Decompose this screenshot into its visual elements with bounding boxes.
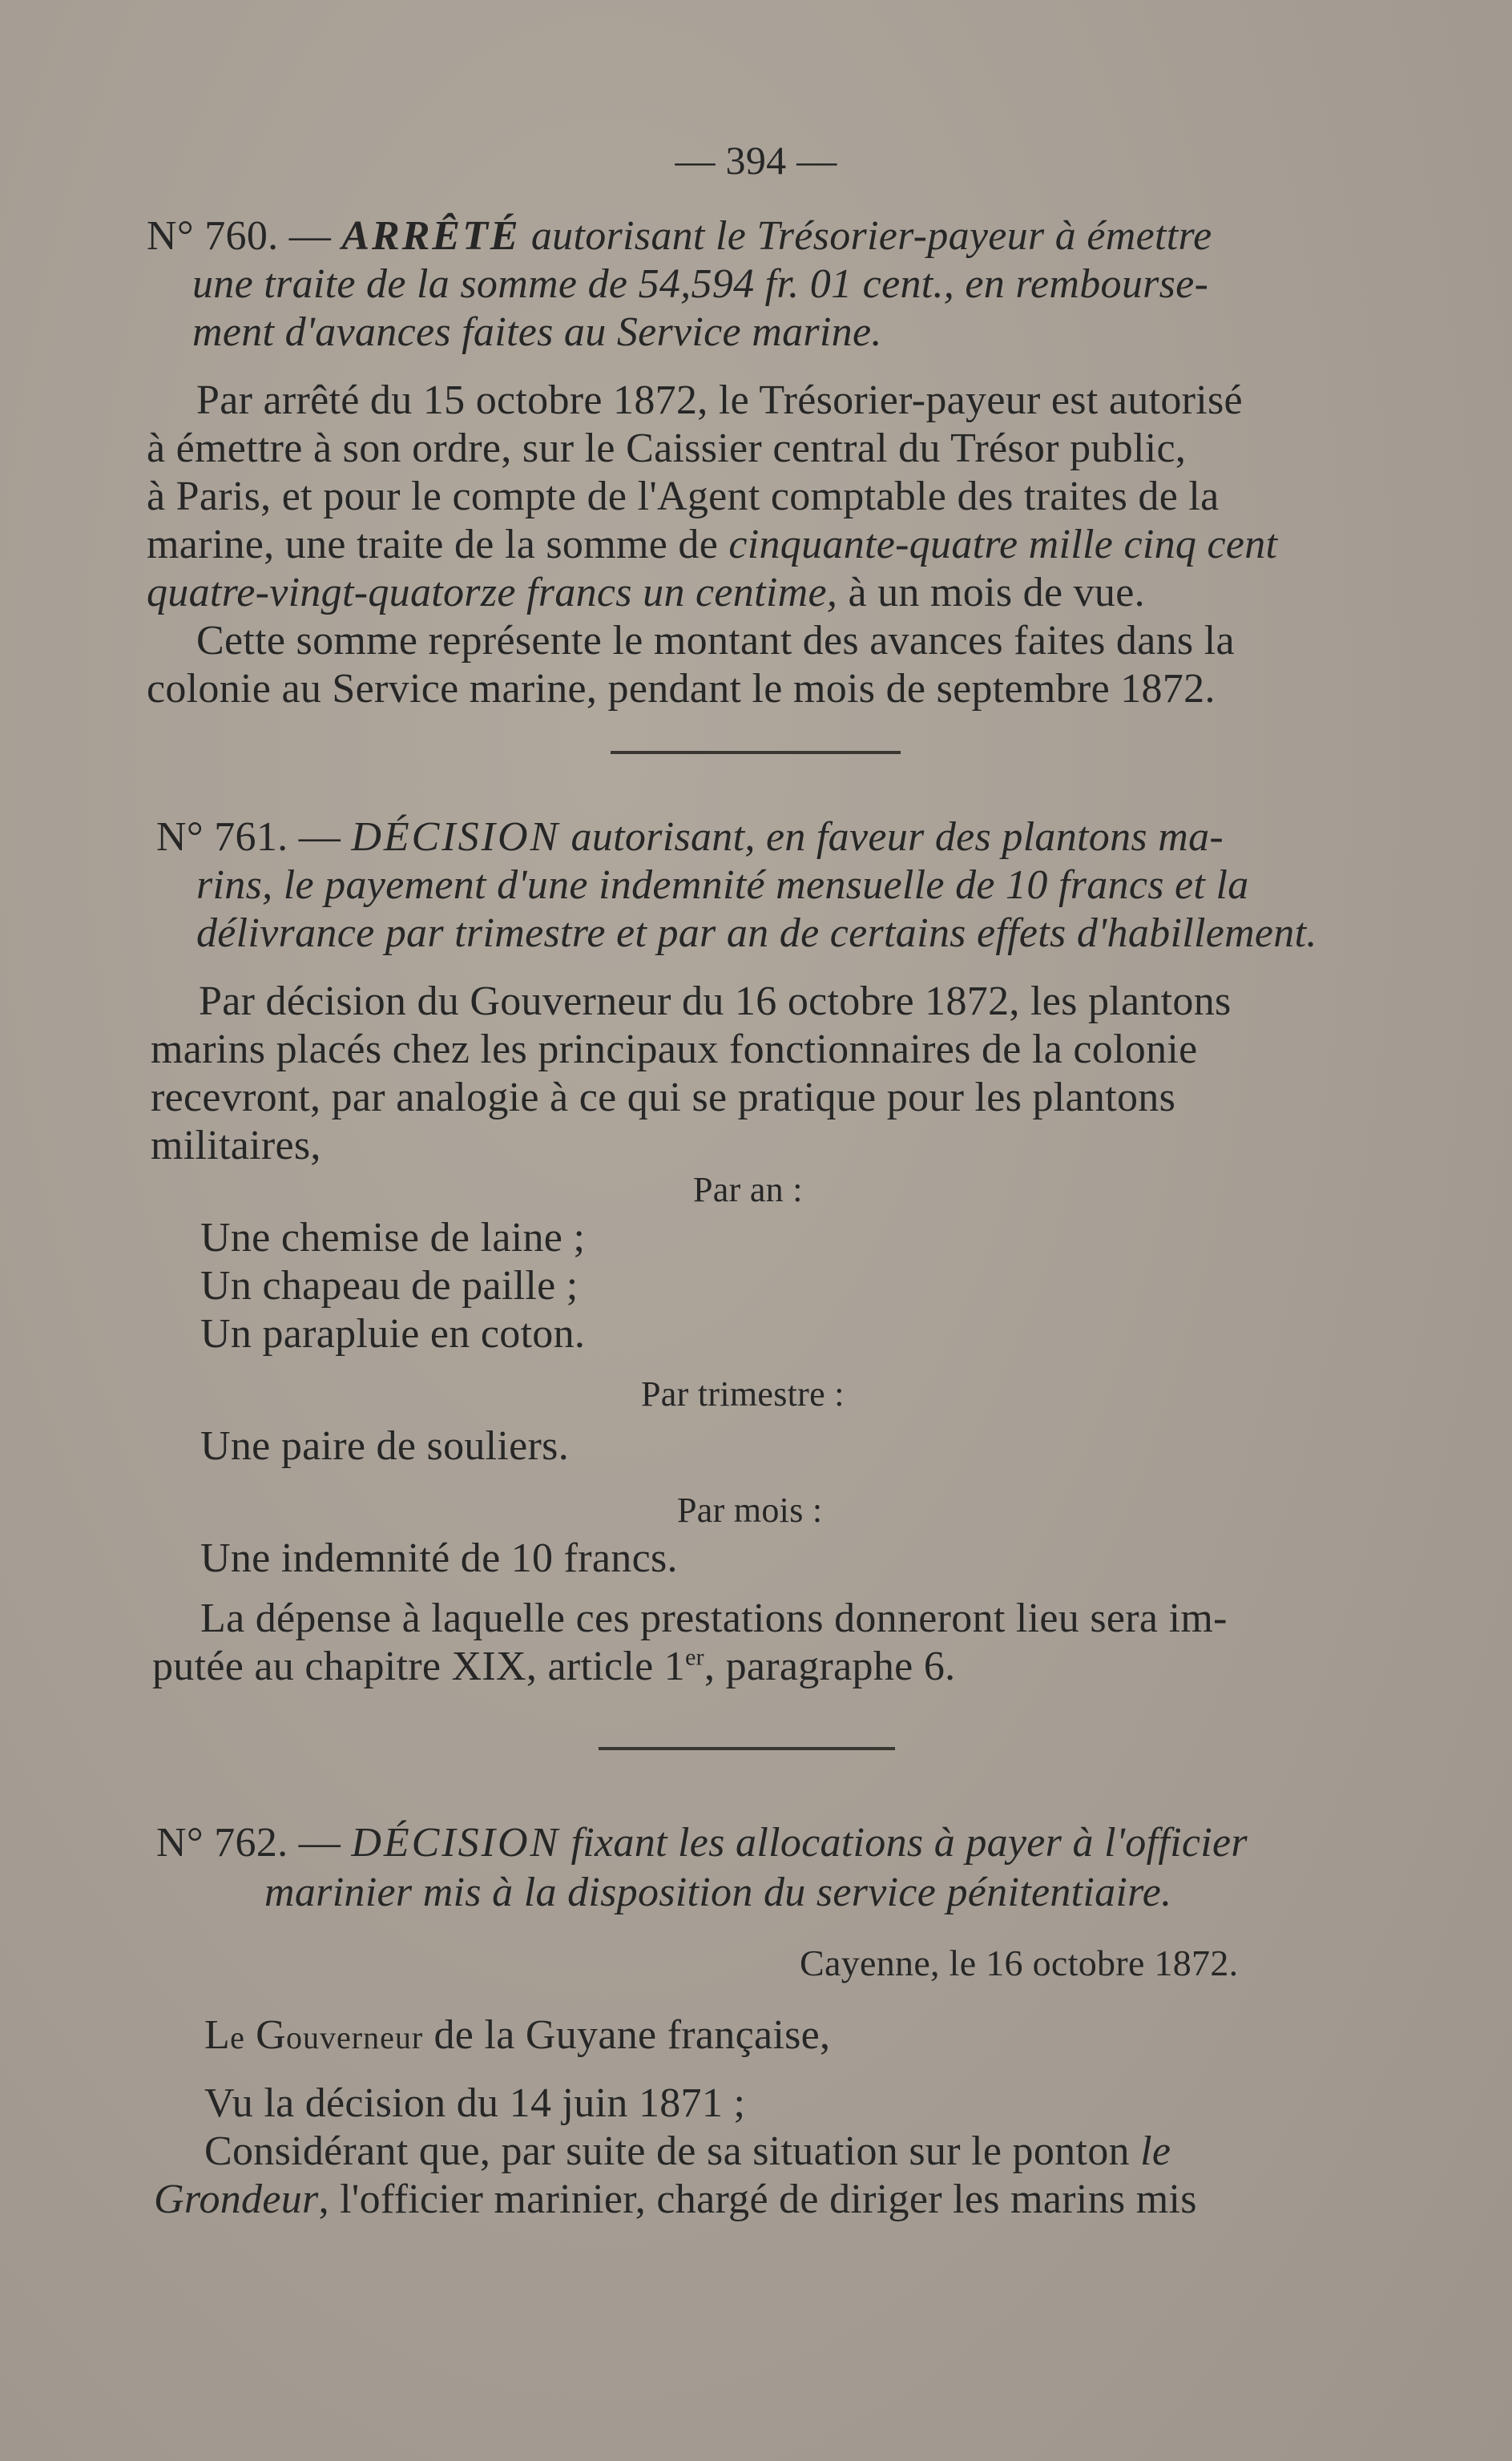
text-run: , l'officier marinier, chargé de diriger les marins mis — [318, 2177, 1197, 2222]
heading-text: autorisant le Trésorier-payeur à émettre — [520, 213, 1212, 259]
list-item: Un parapluie en coton. — [200, 1311, 586, 1357]
governor-line — [204, 2011, 830, 2062]
text-run: marine, une traite de la somme de — [147, 522, 729, 567]
ship-name: Grondeur — [154, 2177, 319, 2222]
paragraph-line: Cette somme représente le montant des avances faites dans la — [196, 618, 1235, 664]
heading-762-line-1 — [156, 1819, 1248, 1867]
heading-761-line-2: rins, le payement d'une indemnité mensuelle de 10 francs et la — [196, 862, 1249, 908]
text-run: de la Guyane française, — [423, 2012, 831, 2058]
text-run: putée au chapitre XIX, article 1 — [152, 1644, 686, 1689]
paragraph-line: à Paris, et pour le compte de l'Agent comptable des traites de la — [147, 474, 1220, 519]
dateline: Cayenne, le 16 octobre 1872. — [800, 1943, 1239, 1983]
paragraph-line — [152, 1643, 955, 1691]
heading-760-line-3: ment d'avances faites au Service marine. — [192, 309, 882, 355]
paragraph-line: colonie au Service marine, pendant le mois de septembre 1872. — [147, 666, 1216, 712]
heading-762-line-2: marinier mis à la disposition du service pénitentiaire. — [264, 1870, 1172, 1915]
heading-text: autorisant, en faveur des plantons ma- — [560, 814, 1224, 860]
heading-text: fixant les allocations à payer à l'officier — [560, 1820, 1248, 1866]
list-item: Une indemnité de 10 francs. — [200, 1535, 678, 1581]
small-caps-initial: L — [204, 2012, 231, 2058]
paragraph-line: Par décision du Gouverneur du 16 octobre 1872, les plantons — [199, 978, 1232, 1024]
heading-title: ARRÊTÉ — [341, 213, 521, 259]
section-divider — [599, 1747, 895, 1750]
small-caps-rest: e — [230, 2019, 245, 2056]
sub-heading-per-quarter: Par trimestre : — [641, 1374, 845, 1414]
sub-heading-per-year: Par an : — [693, 1170, 803, 1209]
paragraph-line: Par arrêté du 15 octobre 1872, le Trésorier-payeur est autorisé — [196, 377, 1243, 423]
small-caps-rest: ouverneur — [286, 2019, 424, 2056]
heading-760-line-2: une traite de la somme de 54,594 fr. 01 cent., en rembourse- — [192, 261, 1209, 307]
small-caps-initial: G — [256, 2012, 287, 2058]
text-run: à un mois de vue. — [837, 570, 1145, 615]
paragraph-line: Vu la décision du 14 juin 1871 ; — [204, 2080, 746, 2126]
text-run: Considérant que, par suite de sa situation sur le ponton — [204, 2128, 1141, 2174]
amount-in-words: quatre-vingt-quatorze francs un centime, — [147, 570, 838, 615]
heading-number: N° 761. — — [156, 814, 352, 860]
ship-name-prefix: le — [1140, 2128, 1171, 2174]
paragraph-line: militaires, — [151, 1123, 321, 1168]
heading-760-line-1 — [147, 212, 1212, 260]
paragraph-line — [154, 2176, 1197, 2224]
list-item: Une paire de souliers. — [200, 1423, 570, 1469]
section-divider — [611, 751, 901, 754]
heading-title: DÉCISION — [351, 1820, 561, 1866]
text-run: , paragraphe 6. — [704, 1644, 956, 1689]
paragraph-line: marins placés chez les principaux fonctionnaires de la colonie — [151, 1027, 1198, 1072]
amount-in-words: cinquante-quatre mille cinq cent — [728, 522, 1278, 567]
heading-title: DÉCISION — [351, 814, 561, 860]
list-item: Un chapeau de paille ; — [200, 1263, 579, 1309]
superscript: er — [685, 1644, 704, 1671]
paragraph-line: recevront, par analogie à ce qui se pratique pour les plantons — [151, 1075, 1176, 1120]
sub-heading-per-month: Par mois : — [677, 1491, 823, 1530]
paragraph-line: La dépense à laquelle ces prestations donneront lieu sera im- — [200, 1596, 1228, 1641]
heading-761-line-3: délivrance par trimestre et par an de certains effets d'habillement. — [196, 910, 1317, 956]
page-number: — 394 — — [675, 138, 837, 183]
paragraph-line — [204, 2128, 1171, 2176]
list-item: Une chemise de laine ; — [200, 1215, 586, 1261]
heading-number: N° 762. — — [156, 1820, 352, 1866]
paragraph-line — [147, 569, 1145, 617]
paragraph-line — [147, 521, 1277, 569]
paragraph-line: à émettre à son ordre, sur le Caissier central du Trésor public, — [147, 426, 1187, 471]
heading-number: N° 760. — — [147, 213, 342, 259]
heading-761-line-1 — [156, 813, 1224, 861]
